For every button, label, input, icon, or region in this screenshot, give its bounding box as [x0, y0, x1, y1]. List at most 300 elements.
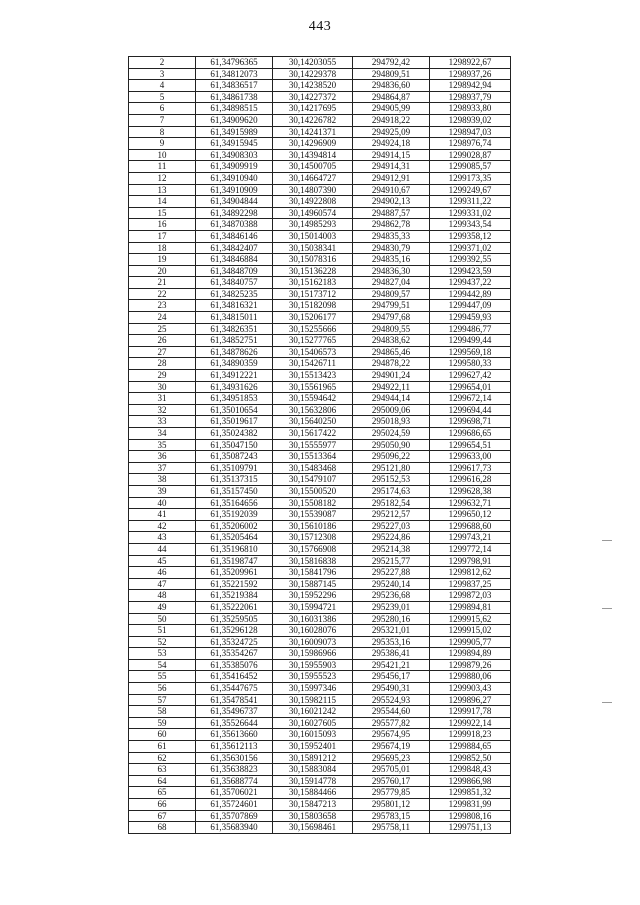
latitude-cell: 61,35206002	[196, 520, 273, 532]
table-row	[129, 207, 511, 219]
table-row	[129, 613, 511, 625]
latitude-cell: 61,35205464	[196, 532, 273, 544]
point-number-cell: 67	[129, 810, 196, 822]
table-row	[129, 254, 511, 266]
coord-x-cell: 294944,14	[353, 393, 430, 405]
latitude-cell: 61,35526644	[196, 717, 273, 729]
coord-y-cell: 1299851,32	[430, 787, 511, 799]
table-row	[129, 532, 511, 544]
point-number-cell: 47	[129, 578, 196, 590]
latitude-cell: 61,35630156	[196, 752, 273, 764]
point-number-cell: 21	[129, 277, 196, 289]
latitude-cell: 61,34815011	[196, 312, 273, 324]
coord-y-cell: 1299486,77	[430, 323, 511, 335]
coord-y-cell: 1299915,62	[430, 613, 511, 625]
point-number-cell: 4	[129, 80, 196, 92]
longitude-cell: 30,15483468	[273, 462, 353, 474]
longitude-cell: 30,14203055	[273, 57, 353, 69]
coord-x-cell: 294865,46	[353, 346, 430, 358]
latitude-cell: 61,35222061	[196, 601, 273, 613]
coord-x-cell: 295121,80	[353, 462, 430, 474]
latitude-cell: 61,35324725	[196, 636, 273, 648]
point-number-cell: 62	[129, 752, 196, 764]
longitude-cell: 30,14985293	[273, 219, 353, 231]
point-number-cell: 24	[129, 312, 196, 324]
coord-y-cell: 1299654,51	[430, 439, 511, 451]
longitude-cell: 30,15712308	[273, 532, 353, 544]
table-row	[129, 717, 511, 729]
latitude-cell: 61,34826351	[196, 323, 273, 335]
table-row	[129, 277, 511, 289]
table-row	[129, 57, 511, 69]
coord-x-cell: 294918,22	[353, 114, 430, 126]
coord-y-cell: 1299915,02	[430, 625, 511, 637]
coord-x-cell: 294905,99	[353, 103, 430, 115]
coord-x-cell: 295152,53	[353, 474, 430, 486]
coord-y-cell: 1299918,23	[430, 729, 511, 741]
longitude-cell: 30,14922808	[273, 196, 353, 208]
latitude-cell: 61,35047150	[196, 439, 273, 451]
coord-y-cell: 1299880,06	[430, 671, 511, 683]
table-row	[129, 439, 511, 451]
point-number-cell: 49	[129, 601, 196, 613]
point-number-cell: 54	[129, 659, 196, 671]
point-number-cell: 68	[129, 822, 196, 834]
latitude-cell: 61,35192039	[196, 509, 273, 521]
latitude-cell: 61,35109791	[196, 462, 273, 474]
longitude-cell: 30,15887145	[273, 578, 353, 590]
point-number-cell: 26	[129, 335, 196, 347]
longitude-cell: 30,16021242	[273, 706, 353, 718]
coord-x-cell: 295544,60	[353, 706, 430, 718]
coord-x-cell: 294864,87	[353, 91, 430, 103]
coord-x-cell: 295758,11	[353, 822, 430, 834]
table-row	[129, 161, 511, 173]
point-number-cell: 28	[129, 358, 196, 370]
longitude-cell: 30,15952401	[273, 741, 353, 753]
latitude-cell: 61,34852751	[196, 335, 273, 347]
longitude-cell: 30,15206177	[273, 312, 353, 324]
coord-y-cell: 1299616,28	[430, 474, 511, 486]
longitude-cell: 30,15136228	[273, 265, 353, 277]
table-row	[129, 242, 511, 254]
latitude-cell: 61,35683940	[196, 822, 273, 834]
latitude-cell: 61,35087243	[196, 451, 273, 463]
latitude-cell: 61,34840757	[196, 277, 273, 289]
longitude-cell: 30,15982115	[273, 694, 353, 706]
table-row	[129, 381, 511, 393]
point-number-cell: 37	[129, 462, 196, 474]
table-row	[129, 370, 511, 382]
longitude-cell: 30,15884466	[273, 787, 353, 799]
coord-y-cell: 1299331,02	[430, 207, 511, 219]
coord-x-cell: 294922,11	[353, 381, 430, 393]
latitude-cell: 61,35385076	[196, 659, 273, 671]
table-row	[129, 497, 511, 509]
point-number-cell: 12	[129, 172, 196, 184]
point-number-cell: 50	[129, 613, 196, 625]
latitude-cell: 61,35024382	[196, 428, 273, 440]
point-number-cell: 38	[129, 474, 196, 486]
point-number-cell: 51	[129, 625, 196, 637]
latitude-cell: 61,34846146	[196, 230, 273, 242]
point-number-cell: 43	[129, 532, 196, 544]
longitude-cell: 30,14217695	[273, 103, 353, 115]
coord-y-cell: 1299688,60	[430, 520, 511, 532]
coord-y-cell: 1299694,44	[430, 404, 511, 416]
coord-y-cell: 1299872,03	[430, 590, 511, 602]
coord-x-cell: 295182,54	[353, 497, 430, 509]
coord-x-cell: 295524,93	[353, 694, 430, 706]
coord-x-cell: 295280,16	[353, 613, 430, 625]
latitude-cell: 61,34878626	[196, 346, 273, 358]
point-number-cell: 2	[129, 57, 196, 69]
coord-x-cell: 295009,06	[353, 404, 430, 416]
coord-x-cell: 294878,22	[353, 358, 430, 370]
coord-x-cell: 295577,82	[353, 717, 430, 729]
point-number-cell: 15	[129, 207, 196, 219]
table-row	[129, 288, 511, 300]
coord-x-cell: 294836,30	[353, 265, 430, 277]
point-number-cell: 20	[129, 265, 196, 277]
longitude-cell: 30,14960574	[273, 207, 353, 219]
point-number-cell: 22	[129, 288, 196, 300]
point-number-cell: 14	[129, 196, 196, 208]
point-number-cell: 44	[129, 543, 196, 555]
latitude-cell: 61,34910940	[196, 172, 273, 184]
coord-x-cell: 294809,55	[353, 323, 430, 335]
coord-x-cell: 295212,57	[353, 509, 430, 521]
longitude-cell: 30,16009073	[273, 636, 353, 648]
coord-y-cell: 1299894,89	[430, 648, 511, 660]
point-number-cell: 66	[129, 799, 196, 811]
coord-y-cell: 1299632,71	[430, 497, 511, 509]
table-row	[129, 68, 511, 80]
table-row	[129, 300, 511, 312]
longitude-cell: 30,15162183	[273, 277, 353, 289]
coord-x-cell: 294925,09	[353, 126, 430, 138]
latitude-cell: 61,35198747	[196, 555, 273, 567]
coord-x-cell: 295236,68	[353, 590, 430, 602]
table-row	[129, 555, 511, 567]
point-number-cell: 42	[129, 520, 196, 532]
table-row	[129, 416, 511, 428]
point-number-cell: 40	[129, 497, 196, 509]
longitude-cell: 30,15816838	[273, 555, 353, 567]
coord-x-cell: 295227,03	[353, 520, 430, 532]
coord-x-cell: 294836,60	[353, 80, 430, 92]
coord-x-cell: 294792,42	[353, 57, 430, 69]
point-number-cell: 59	[129, 717, 196, 729]
latitude-cell: 61,34898515	[196, 103, 273, 115]
longitude-cell: 30,15561965	[273, 381, 353, 393]
coord-x-cell: 294902,13	[353, 196, 430, 208]
table-row	[129, 265, 511, 277]
coord-y-cell: 1299311,22	[430, 196, 511, 208]
coord-x-cell: 294809,51	[353, 68, 430, 80]
point-number-cell: 30	[129, 381, 196, 393]
coord-y-cell: 1299772,14	[430, 543, 511, 555]
scan-mark	[602, 702, 612, 703]
longitude-cell: 30,15952296	[273, 590, 353, 602]
latitude-cell: 61,35354267	[196, 648, 273, 660]
latitude-cell: 61,35221592	[196, 578, 273, 590]
coord-x-cell: 295490,31	[353, 683, 430, 695]
latitude-cell: 61,35613660	[196, 729, 273, 741]
point-number-cell: 41	[129, 509, 196, 521]
latitude-cell: 61,34870388	[196, 219, 273, 231]
coord-y-cell: 1299628,38	[430, 485, 511, 497]
point-number-cell: 36	[129, 451, 196, 463]
longitude-cell: 30,15255666	[273, 323, 353, 335]
coord-y-cell: 1299437,22	[430, 277, 511, 289]
table-row	[129, 729, 511, 741]
longitude-cell: 30,15426711	[273, 358, 353, 370]
coord-y-cell: 1299812,62	[430, 567, 511, 579]
table-row	[129, 590, 511, 602]
coord-y-cell: 1298922,67	[430, 57, 511, 69]
coord-y-cell: 1299447,09	[430, 300, 511, 312]
table-row	[129, 358, 511, 370]
latitude-cell: 61,34915989	[196, 126, 273, 138]
latitude-cell: 61,35447675	[196, 683, 273, 695]
table-row	[129, 822, 511, 834]
latitude-cell: 61,34890359	[196, 358, 273, 370]
latitude-cell: 61,34915945	[196, 138, 273, 150]
latitude-cell: 61,34909919	[196, 161, 273, 173]
longitude-cell: 30,15997346	[273, 683, 353, 695]
point-number-cell: 18	[129, 242, 196, 254]
coord-x-cell: 294924,18	[353, 138, 430, 150]
point-number-cell: 57	[129, 694, 196, 706]
latitude-cell: 61,34836517	[196, 80, 273, 92]
table-row	[129, 752, 511, 764]
table-row	[129, 451, 511, 463]
table-row	[129, 694, 511, 706]
point-number-cell: 7	[129, 114, 196, 126]
coord-y-cell: 1299028,87	[430, 149, 511, 161]
table-row	[129, 428, 511, 440]
longitude-cell: 30,15955903	[273, 659, 353, 671]
point-number-cell: 5	[129, 91, 196, 103]
coord-x-cell: 295674,19	[353, 741, 430, 753]
coord-y-cell: 1299798,91	[430, 555, 511, 567]
coord-x-cell: 295224,86	[353, 532, 430, 544]
point-number-cell: 46	[129, 567, 196, 579]
page-number: 443	[308, 19, 332, 34]
longitude-cell: 30,15539087	[273, 509, 353, 521]
latitude-cell: 61,34812073	[196, 68, 273, 80]
latitude-cell: 61,35707869	[196, 810, 273, 822]
table-row	[129, 764, 511, 776]
point-number-cell: 53	[129, 648, 196, 660]
coord-x-cell: 294901,24	[353, 370, 430, 382]
longitude-cell: 30,15038341	[273, 242, 353, 254]
table-row	[129, 485, 511, 497]
latitude-cell: 61,35219384	[196, 590, 273, 602]
coord-x-cell: 294835,33	[353, 230, 430, 242]
longitude-cell: 30,14241371	[273, 126, 353, 138]
coord-y-cell: 1299654,01	[430, 381, 511, 393]
longitude-cell: 30,15173712	[273, 288, 353, 300]
table-row	[129, 601, 511, 613]
coord-y-cell: 1299917,78	[430, 706, 511, 718]
coord-y-cell: 1299459,93	[430, 312, 511, 324]
table-row	[129, 775, 511, 787]
longitude-cell: 30,15803658	[273, 810, 353, 822]
point-number-cell: 33	[129, 416, 196, 428]
longitude-cell: 30,14664727	[273, 172, 353, 184]
table-row	[129, 543, 511, 555]
longitude-cell: 30,14500705	[273, 161, 353, 173]
scan-mark	[602, 540, 612, 541]
coord-y-cell: 1299249,67	[430, 184, 511, 196]
coord-y-cell: 1299686,65	[430, 428, 511, 440]
coord-y-cell: 1299852,50	[430, 752, 511, 764]
longitude-cell: 30,15500520	[273, 485, 353, 497]
point-number-cell: 52	[129, 636, 196, 648]
table-row	[129, 659, 511, 671]
point-number-cell: 65	[129, 787, 196, 799]
coord-y-cell: 1299085,57	[430, 161, 511, 173]
latitude-cell: 61,34796365	[196, 57, 273, 69]
longitude-cell: 30,16028076	[273, 625, 353, 637]
coord-y-cell: 1299879,26	[430, 659, 511, 671]
table-row	[129, 462, 511, 474]
latitude-cell: 61,34909620	[196, 114, 273, 126]
latitude-cell: 61,34825235	[196, 288, 273, 300]
point-number-cell: 63	[129, 764, 196, 776]
point-number-cell: 23	[129, 300, 196, 312]
coord-y-cell: 1299442,89	[430, 288, 511, 300]
longitude-cell: 30,15640250	[273, 416, 353, 428]
longitude-cell: 30,14296909	[273, 138, 353, 150]
longitude-cell: 30,15994721	[273, 601, 353, 613]
latitude-cell: 61,35137315	[196, 474, 273, 486]
coord-y-cell: 1299922,14	[430, 717, 511, 729]
coord-y-cell: 1299627,42	[430, 370, 511, 382]
table-row	[129, 80, 511, 92]
longitude-cell: 30,15986966	[273, 648, 353, 660]
table-row	[129, 114, 511, 126]
latitude-cell: 61,35196810	[196, 543, 273, 555]
longitude-cell: 30,15406573	[273, 346, 353, 358]
coord-y-cell: 1299837,25	[430, 578, 511, 590]
point-number-cell: 16	[129, 219, 196, 231]
table-row	[129, 323, 511, 335]
longitude-cell: 30,15555977	[273, 439, 353, 451]
table-row	[129, 578, 511, 590]
coord-x-cell: 295760,17	[353, 775, 430, 787]
point-number-cell: 29	[129, 370, 196, 382]
coord-x-cell: 294835,16	[353, 254, 430, 266]
longitude-cell: 30,15891212	[273, 752, 353, 764]
coord-x-cell: 294827,04	[353, 277, 430, 289]
latitude-cell: 61,35209961	[196, 567, 273, 579]
coord-y-cell: 1298947,03	[430, 126, 511, 138]
point-number-cell: 19	[129, 254, 196, 266]
longitude-cell: 30,16027605	[273, 717, 353, 729]
coord-y-cell: 1299698,71	[430, 416, 511, 428]
coord-y-cell: 1299580,33	[430, 358, 511, 370]
longitude-cell: 30,15513423	[273, 370, 353, 382]
latitude-cell: 61,34912221	[196, 370, 273, 382]
longitude-cell: 30,14229378	[273, 68, 353, 80]
point-number-cell: 55	[129, 671, 196, 683]
table-row	[129, 799, 511, 811]
latitude-cell: 61,35724601	[196, 799, 273, 811]
longitude-cell: 30,15277765	[273, 335, 353, 347]
latitude-cell: 61,34846884	[196, 254, 273, 266]
longitude-cell: 30,15766908	[273, 543, 353, 555]
coord-x-cell: 295174,63	[353, 485, 430, 497]
table-row	[129, 149, 511, 161]
coord-x-cell: 295321,01	[353, 625, 430, 637]
latitude-cell: 61,35296128	[196, 625, 273, 637]
coord-x-cell: 294797,68	[353, 312, 430, 324]
table-row	[129, 230, 511, 242]
table-row	[129, 520, 511, 532]
point-number-cell: 8	[129, 126, 196, 138]
coord-x-cell: 295240,14	[353, 578, 430, 590]
coord-x-cell: 294809,57	[353, 288, 430, 300]
coord-y-cell: 1299884,65	[430, 741, 511, 753]
coord-x-cell: 295024,59	[353, 428, 430, 440]
coord-y-cell: 1299371,02	[430, 242, 511, 254]
coord-y-cell: 1299173,35	[430, 172, 511, 184]
point-number-cell: 39	[129, 485, 196, 497]
coord-y-cell: 1299358,12	[430, 230, 511, 242]
coordinates-table-body	[129, 57, 511, 834]
point-number-cell: 56	[129, 683, 196, 695]
table-row	[129, 312, 511, 324]
table-row	[129, 474, 511, 486]
coord-x-cell: 295018,93	[353, 416, 430, 428]
table-row	[129, 404, 511, 416]
coord-x-cell: 294799,51	[353, 300, 430, 312]
latitude-cell: 61,34861738	[196, 91, 273, 103]
table-row	[129, 509, 511, 521]
longitude-cell: 30,15610186	[273, 520, 353, 532]
table-row	[129, 91, 511, 103]
table-row	[129, 683, 511, 695]
longitude-cell: 30,14226782	[273, 114, 353, 126]
coord-x-cell: 295227,88	[353, 567, 430, 579]
coord-y-cell: 1299392,55	[430, 254, 511, 266]
coord-x-cell: 294910,67	[353, 184, 430, 196]
table-row	[129, 196, 511, 208]
longitude-cell: 30,16031386	[273, 613, 353, 625]
point-number-cell: 48	[129, 590, 196, 602]
coord-y-cell: 1299672,14	[430, 393, 511, 405]
point-number-cell: 32	[129, 404, 196, 416]
table-row	[129, 346, 511, 358]
table-row	[129, 219, 511, 231]
longitude-cell: 30,15698461	[273, 822, 353, 834]
latitude-cell: 61,35019617	[196, 416, 273, 428]
coord-y-cell: 1299751,13	[430, 822, 511, 834]
point-number-cell: 35	[129, 439, 196, 451]
coord-x-cell: 295214,38	[353, 543, 430, 555]
point-number-cell: 17	[129, 230, 196, 242]
longitude-cell: 30,14238520	[273, 80, 353, 92]
latitude-cell: 61,35157450	[196, 485, 273, 497]
latitude-cell: 61,35612113	[196, 741, 273, 753]
point-number-cell: 34	[129, 428, 196, 440]
coord-x-cell: 295695,23	[353, 752, 430, 764]
longitude-cell: 30,15014003	[273, 230, 353, 242]
coord-x-cell: 294887,57	[353, 207, 430, 219]
